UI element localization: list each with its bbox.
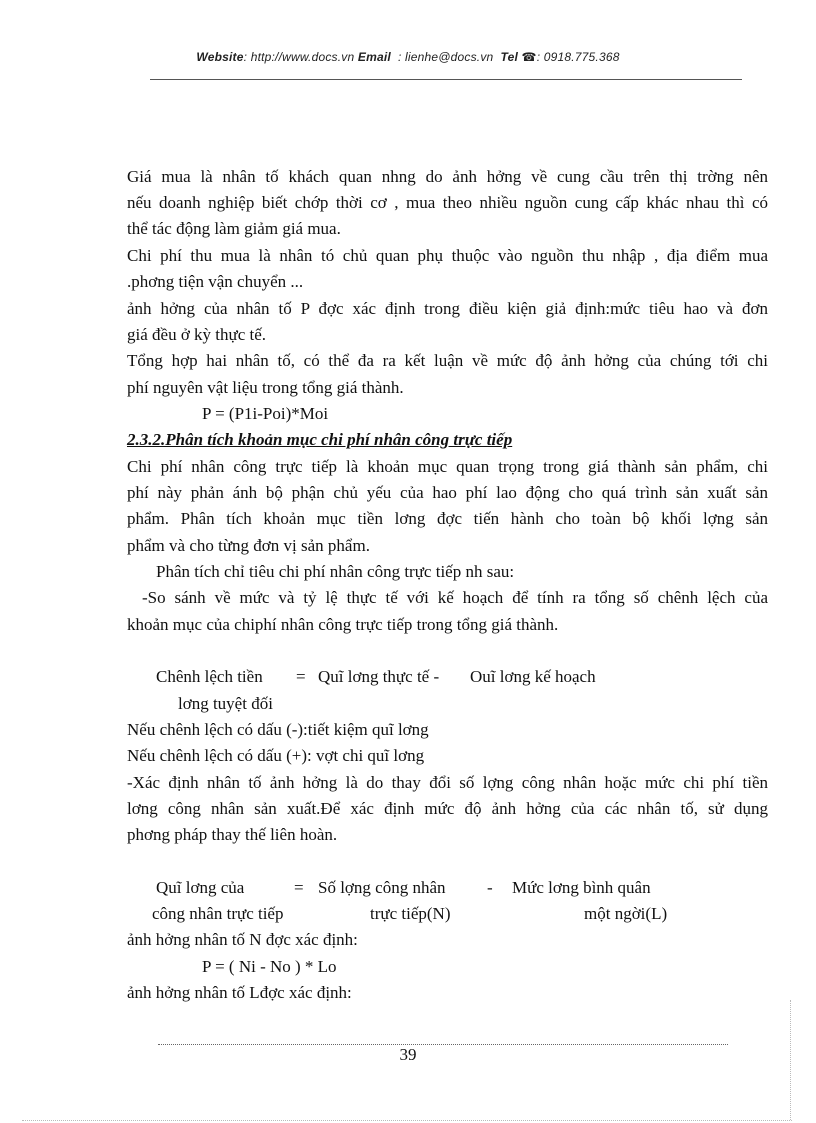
- paragraph-line: khoản mục của chiphí nhân công trực tiếp trong tổng giá thành.: [127, 615, 559, 634]
- paragraph-line: ảnh hởng nhân tố N đợc xác định:: [127, 930, 358, 949]
- formula-left-bottom: lơng tuyệt đối: [178, 694, 273, 713]
- formula-term: Mức lơng bình quân: [512, 878, 651, 897]
- tel-value: : 0918.775.368: [536, 50, 620, 64]
- telephone-icon: ☎: [521, 50, 537, 64]
- paragraph-line: Phân tích chỉ tiêu chi phí nhân công trực tiếp nh sau:: [156, 562, 515, 581]
- paragraph-line: phí này phản ánh bộ phận chủ yếu của hao phí lao động cho quá trình sản xuất sản: [127, 483, 768, 502]
- website-label: Website: [196, 50, 244, 64]
- page-header: [0, 50, 816, 64]
- paragraph-line: Nếu chênh lệch có dấu (-):tiết kiệm quĩ lơng: [127, 720, 429, 739]
- paragraph-line: giá đều ở kỳ thực tế.: [127, 325, 267, 344]
- paragraph-line: lơng công nhân sản xuất.Để xác định mức độ ảnh hởng của các nhân tố, sử dụng: [127, 799, 768, 818]
- paragraph-line: -So sánh về mức và tỷ lệ thực tế với kế hoạch để tính ra tổng số chênh lệch của: [142, 588, 768, 607]
- paragraph-line: Tổng hợp hai nhân tố, có thể đa ra kết luận về mức độ ảnh hởng của chúng tới chi: [127, 351, 768, 370]
- paragraph-line: phẩm và cho từng đơn vị sản phẩm.: [127, 536, 370, 555]
- paragraph-line: Chi phí thu mua là nhân tó chủ quan phụ thuộc vào nguồn thu nhập , địa điểm mua: [127, 246, 768, 265]
- header-divider: [150, 79, 742, 80]
- paragraph-line: phí nguyên vật liệu trong tổng giá thành.: [127, 378, 404, 397]
- formula-term: trực tiếp(N): [370, 904, 451, 923]
- paragraph-line: -Xác định nhân tố ảnh hởng là do thay đổi số lợng công nhân hoặc mức chi phí tiền: [127, 773, 768, 792]
- paragraph-line: .phơng tiện vận chuyển ...: [127, 272, 304, 291]
- tel-label: Tel: [500, 50, 518, 64]
- email-value: : lienhe@docs.vn: [397, 50, 494, 64]
- formula-term: Quĩ lơng thực tế -: [318, 667, 440, 686]
- formula-term: Ouĩ lơng kế hoạch: [470, 667, 596, 686]
- formula-term: Số lợng công nhân: [318, 878, 446, 897]
- page-border-bottom: [22, 1120, 792, 1121]
- formula-equals: =: [294, 878, 304, 897]
- formula-line: P = ( Ni - No ) * Lo: [202, 957, 337, 976]
- paragraph-line: phẩm. Phân tích khoản mục tiền lơng đợc tiến hành cho toàn bộ khối lợng sản: [127, 509, 768, 528]
- paragraph-line: thể tác động làm giảm giá mua.: [127, 219, 341, 238]
- paragraph-line: Chi phí nhân công trực tiếp là khoản mục quan trọng trong giá thành sản phẩm, chi: [127, 457, 768, 476]
- formula-left-top: Chênh lệch tiền: [156, 667, 263, 686]
- section-heading: 2.3.2.Phân tích khoản mục chi phí nhân công trực tiếp: [127, 430, 513, 449]
- paragraph-line: Nếu chênh lệch có dấu (+): vợt chi quĩ lơng: [127, 746, 425, 765]
- paragraph-line: phơng pháp thay thế liên hoàn.: [127, 825, 338, 844]
- paragraph-line: ảnh hởng nhân tố Lđợc xác định:: [127, 983, 352, 1002]
- formula-equals: =: [296, 667, 306, 686]
- formula-line: P = (P1i-Poi)*Moi: [202, 404, 329, 423]
- formula-term: một ngời(L): [584, 904, 668, 923]
- website-value: : http://www.docs.vn: [243, 50, 355, 64]
- email-label: Email: [357, 50, 391, 64]
- formula-left-top: Quĩ lơng của: [156, 878, 245, 897]
- formula-operator: -: [487, 878, 493, 897]
- page-border-right: [790, 1000, 791, 1120]
- paragraph-line: ảnh hởng của nhân tố P đợc xác định trong điều kiện giả định:mức tiêu hao và đơn: [127, 299, 768, 318]
- formula-left-bottom: công nhân trực tiếp: [152, 904, 284, 923]
- paragraph-line: Giá mua là nhân tố khách quan nhng do ảnh hởng về cung cầu trên thị trờng nên: [127, 167, 768, 186]
- page-number: 39: [399, 1045, 417, 1064]
- paragraph-line: nếu doanh nghiệp biết chớp thời cơ , mua theo nhiều nguồn cung cấp khác nhau thì có: [127, 193, 768, 212]
